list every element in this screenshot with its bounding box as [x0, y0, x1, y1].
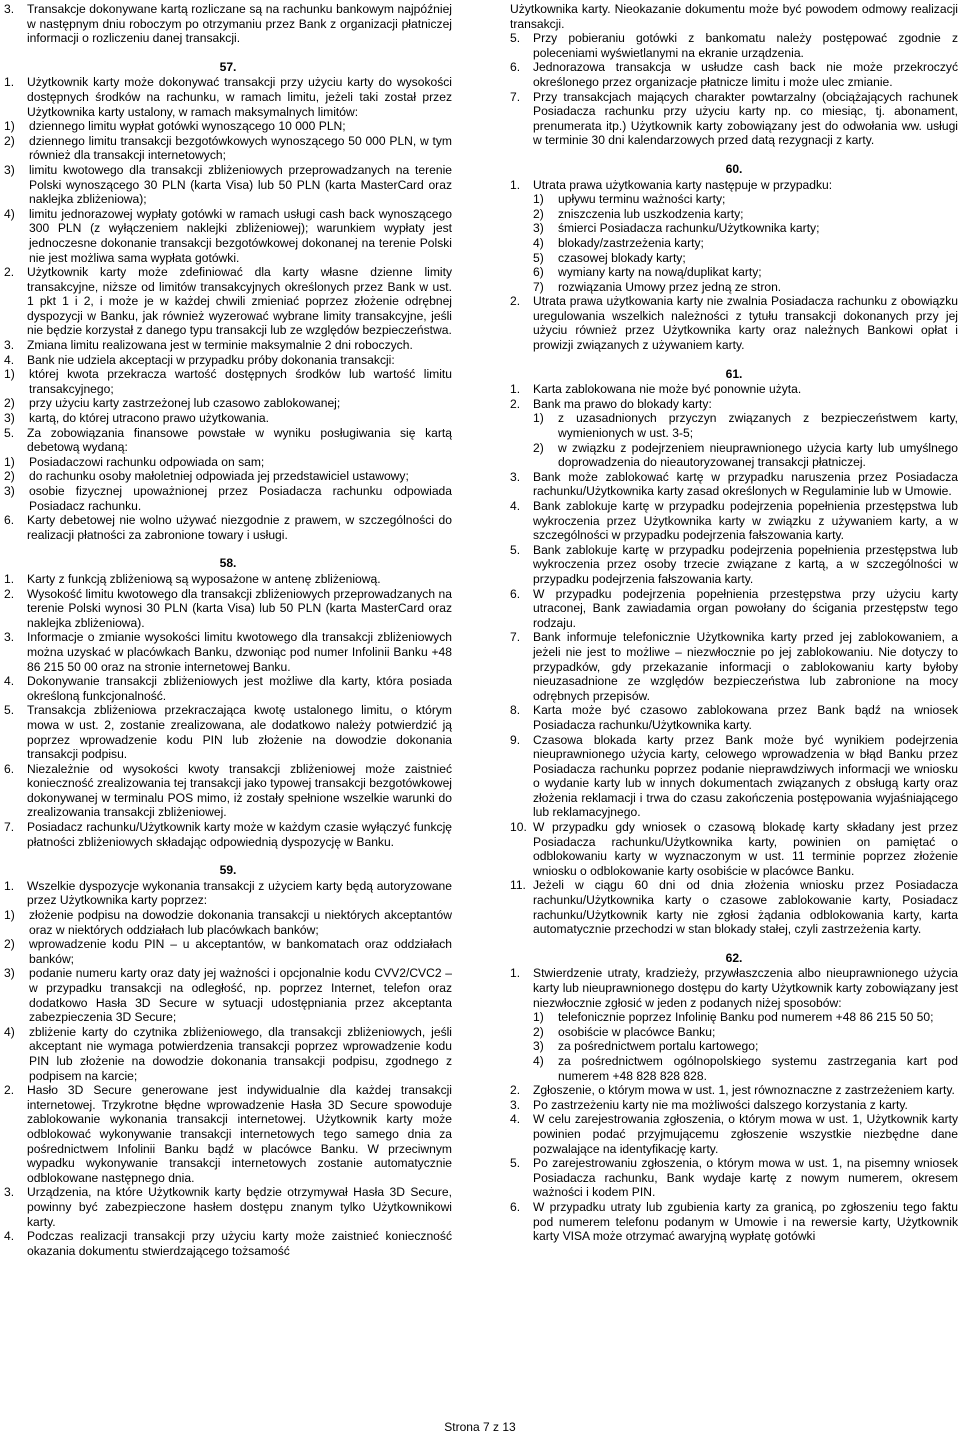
paragraph-text: Bank nie udziela akceptacji w przypadku próby dokonania transakcji: — [27, 352, 395, 367]
paragraph-number: 3. — [510, 1097, 521, 1112]
list-subitem — [510, 441, 958, 470]
list-subitem — [510, 236, 958, 251]
numbered-paragraph — [4, 75, 452, 119]
list-subitem — [510, 265, 958, 280]
subitem-number: 4) — [533, 1053, 544, 1068]
paragraph-text: Transakcja zbliżeniowa przekraczająca kwotę ustalonego limitu, o którym mowa w ust. 2, zostanie zrealizowana, ale dodatkowo należy potwierdzić ją poprzez wprowadzenie kodu PIN lub złożenie na dowodzie dokonania transakcji podpisu. — [27, 703, 452, 762]
numbered-paragraph — [4, 1229, 452, 1258]
list-subitem — [510, 207, 958, 222]
paragraph-text: Dokonywanie transakcji zbliżeniowych jest możliwe dla karty, która posiada określoną funkcjonalność. — [27, 674, 452, 703]
numbered-paragraph — [510, 703, 958, 732]
subitem-text: osobiście w placówce Banku; — [558, 1024, 716, 1039]
list-subitem — [4, 134, 452, 163]
list-subitem — [510, 1054, 958, 1083]
paragraph-text: Karta zablokowana nie może być ponownie użyta. — [533, 382, 802, 397]
subitem-text: złożenie podpisu na dowodzie dokonania transakcji u niektórych akceptantów oraz w niektórych oddziałach lub placówkach banków; — [29, 908, 452, 937]
paragraph-text: W przypadku gdy wniosek o czasową blokadę karty składany jest przez Posiadacza rachunku/Użytkownika karty, powinien on pamiętać o odblokowaniu karty w wyznaczonym w ust. 11 terminie poprzez złożenie wniosku o odblokowanie karty osobiście w placówce Banku. — [533, 820, 958, 878]
paragraph-number: 3. — [4, 2, 15, 16]
paragraph-number: 5. — [510, 1156, 521, 1171]
subitem-text: blokady/zastrzeżenia karty; — [558, 235, 704, 250]
paragraph-number: 6. — [4, 513, 15, 528]
numbered-paragraph — [510, 31, 958, 60]
numbered-paragraph — [4, 1083, 452, 1185]
numbered-paragraph — [510, 499, 958, 543]
numbered-paragraph — [4, 2, 452, 46]
subitem-number: 4) — [4, 206, 15, 221]
numbered-paragraph — [510, 543, 958, 587]
subitem-number: 1) — [4, 119, 15, 134]
paragraph-text: W przypadku utraty lub zgubienia karty za granicą, po zgłoszeniu tego faktu pod numerem telefonu podanym w Umowie i na rewersie karty, Użytkownik karty VISA może otrzymać awaryjną wypłatę gotówki — [533, 1199, 958, 1244]
paragraph-number: 1. — [4, 571, 15, 586]
list-subitem — [510, 1039, 958, 1054]
paragraph-number: 5. — [4, 703, 15, 718]
paragraph-text: Karta może być czasowo zablokowana przez Bank bądź na wniosek Posiadacza rachunku/Użytkownika karty. — [533, 703, 958, 732]
paragraph-number: 2. — [510, 396, 521, 411]
list-subitem — [4, 411, 452, 426]
paragraph-text: Utrata prawa użytkowania karty następuje w przypadku: — [533, 177, 833, 192]
numbered-paragraph — [4, 879, 452, 908]
numbered-paragraph — [510, 820, 958, 878]
subitem-number: 2) — [4, 937, 15, 952]
paragraph-number: 6. — [510, 586, 521, 601]
paragraph-text: Karty debetowej nie wolno używać niezgodnie z prawem, w szczególności do realizacji płatności za zabronione towary i usługi. — [27, 513, 452, 542]
subitem-text: w związku z podejrzeniem nieuprawnionego użycia karty lub umyślnego doprowadzenia do nieautoryzowanej transakcji płatniczej. — [558, 440, 958, 470]
subitem-text: kartą, do której utracono prawo użytkowania. — [29, 411, 269, 426]
paragraph-text: Użytkownik karty może zdefiniować dla karty własne dzienne limity transakcyjne, niższe od limitów transakcyjnych określonych przez Bank w ust. 1 pkt 1 i 2, i może je w każdej chwili zmieniać poprzez złożenie odrębnej dyspozycji w Banku, jak również wyzerować wybrane limity transakcyjne, jeśli nie będzie korzystał z danego typu transakcji lub ze względów bezpieczeństwa. — [27, 265, 452, 338]
paragraph-text: Karty z funkcją zbliżeniową są wyposażone w antenę zbliżeniową. — [27, 571, 381, 586]
numbered-paragraph — [510, 90, 958, 148]
subitem-text: zniszczenia lub uszkodzenia karty; — [558, 206, 744, 221]
list-subitem — [510, 411, 958, 440]
subitem-number: 1) — [533, 1010, 544, 1025]
paragraph-text: Po zastrzeżeniu karty nie ma możliwości dalszego korzystania z karty. — [533, 1097, 908, 1112]
paragraph-number: 3. — [510, 469, 521, 484]
subitem-text: telefonicznie poprzez Infolinię Banku pod numerem +48 86 215 50 50; — [558, 1010, 934, 1025]
paragraph-text: Posiadacz rachunku/Użytkownik karty może w każdym czasie wyłączyć funkcję płatności zbliżeniowych składając odpowiednią dyspozycję w Banku. — [27, 820, 452, 849]
list-subitem — [4, 207, 452, 265]
paragraph-number: 1. — [4, 878, 15, 893]
list-subitem — [510, 1010, 958, 1025]
paragraph-text: Przy transakcjach mających charakter powtarzalny (obciążających rachunek Posiadacza rachunku przy użyciu karty np. co miesiąc, tj. abonament, prenumerata itp.) Użytkownik karty zobowiązany jest do odwołania ww. usługi w terminie 30 dni kalendarzowych przed datą rezygnacji z karty. — [533, 89, 958, 148]
paragraph-text: Bank informuje telefonicznie Użytkownika karty przed jej zablokowaniem, a jeżeli nie jest to możliwe – niezwłocznie po jej zablokowaniu. Nie dotyczy to przypadków, gdy przekazanie informacji o zablokowaniu karty byłoby nieuzasadnione ze względów bezpieczeństwa lub zabronione na mocy odrębnych przepisów. — [533, 630, 958, 703]
paragraph-number: 1. — [510, 966, 521, 981]
numbered-paragraph — [510, 397, 958, 412]
paragraph-text: Bank ma prawo do blokady karty: — [533, 396, 712, 411]
paragraph-text: Hasło 3D Secure generowane jest indywidualnie dla każdej transakcji internetowej. Trzykrotne błędne wprowadzenie Hasła 3D Secure spowoduje zablokowanie wykonania transakcji internetowej. Użytkownik karty może odblokować wykonywanie transakcji internetowych tego samego dnia za pośrednictwem Infolinii Banku bądź w placówce Banku. W przeciwnym wypadku wykonywanie transakcji internetowych zostanie automatycznie odblokowane następnego dnia. — [27, 1083, 452, 1185]
subitem-text: z uzasadnionych przyczyn związanych z bezpieczeństwem karty, wymienionych w ust. 3-5; — [558, 411, 958, 441]
paragraph-number: 4. — [4, 1229, 15, 1244]
paragraph-number: 4. — [4, 352, 15, 367]
section-heading: 57. — [219, 59, 237, 74]
paragraph-number: 1. — [510, 382, 521, 397]
numbered-paragraph — [4, 762, 452, 820]
numbered-paragraph — [4, 513, 452, 542]
subitem-number: 3) — [4, 411, 15, 426]
section-heading: 58. — [219, 556, 237, 571]
subitem-text: śmierci Posiadacza rachunku/Użytkownika karty; — [558, 221, 820, 236]
numbered-paragraph — [510, 1083, 958, 1098]
subitem-number: 5) — [533, 250, 544, 265]
subitem-number: 3) — [4, 162, 15, 177]
subitem-text: limitu kwotowego dla transakcji zbliżeniowych przeprowadzanych na terenie Polski wynoszącego 30 PLN (karta Visa) lub 50 PLN (karta MasterCard oraz naklejka zbliżeniowa); — [29, 162, 452, 207]
subitem-number: 6) — [533, 265, 544, 280]
subitem-number: 2) — [4, 469, 15, 484]
subitem-number: 1) — [4, 454, 15, 469]
list-subitem — [4, 396, 452, 411]
list-subitem — [4, 484, 452, 513]
subitem-number: 1) — [533, 411, 544, 426]
list-subitem — [4, 966, 452, 1024]
paragraph-number: 6. — [510, 60, 521, 75]
paragraph-continuation: Użytkownika karty. Nieokazanie dokumentu może być powodem odmowy realizacji transakcji. — [510, 2, 958, 31]
numbered-paragraph — [510, 878, 958, 936]
paragraph-text: Zgłoszenie, o którym mowa w ust. 1, jest równoznaczne z zastrzeżeniem karty. — [533, 1083, 955, 1098]
paragraph-number: 3. — [4, 338, 15, 353]
subitem-text: dziennego limitu transakcji bezgotówkowych wynoszącego 50 000 PLN, w tym również dla transakcji internetowych; — [29, 133, 452, 163]
list-subitem — [510, 192, 958, 207]
subitem-number: 3) — [4, 484, 15, 498]
paragraph-text: W przypadku podejrzenia popełnienia przestępstwa przy użyciu karty utraconej, Bank zawiadamia organ powołany do ścigania przestępstw tego rodzaju. — [533, 586, 958, 630]
paragraph-number: 5. — [510, 542, 521, 557]
numbered-paragraph — [4, 703, 452, 761]
section-heading: 59. — [219, 863, 237, 878]
subitem-text: podanie numeru karty oraz daty jej ważności i opcjonalnie kodu CVV2/CVC2 – w przypadku transakcji na odległość, np. poprzez Internet, telefon oraz dodatkowo Hasła 3D Secure w sytuacji udostępniania przez akceptanta zabezpieczenia 3D Secure; — [29, 966, 452, 1025]
subitem-number: 2) — [4, 133, 15, 148]
paragraph-text: Urządzenia, na które Użytkownik karty będzie otrzymywał Hasła 3D Secure, powinny być zabezpieczone hasłem dostępu znanym tylko Użytkownikowi karty. — [27, 1185, 452, 1229]
paragraph-number: 1. — [4, 75, 15, 90]
section-heading: 62. — [725, 950, 743, 965]
numbered-paragraph — [4, 630, 452, 674]
paragraph-text: Bank zablokuje kartę w przypadku podejrzenia popełnienia przestępstwa lub wykroczenia przez Użytkownika karty w związku z używaniem karty, a w szczególności w przypadku podejrzenia fałszowania karty. — [533, 499, 958, 543]
section-heading: 61. — [725, 366, 743, 381]
page-footer: Strona 7 z 13 — [444, 1420, 516, 1434]
numbered-paragraph — [4, 572, 452, 587]
numbered-paragraph — [510, 178, 958, 193]
paragraph-number: 1. — [510, 177, 521, 192]
numbered-paragraph — [4, 353, 452, 368]
paragraph-text: Jednorazowa transakcja w usłudze cash back nie może przekroczyć określonego przez organizacje płatnicze limitu i może ulec zmianie. — [533, 60, 958, 89]
paragraph-text: Użytkownik karty może dokonywać transakcji przy użyciu karty do wysokości dostępnych środków na rachunku, w ramach limitu, jeżeli taki został przez Użytkownika karty ustalony, w ramach maksymalnych limitów: — [27, 75, 452, 119]
paragraph-text: Bank zablokuje kartę w przypadku podejrzenia popełnienia przestępstwa lub wykroczenia przez osoby trzecie związane z kartą, a w szczególności w przypadku podejrzenia fałszowania karty. — [533, 542, 958, 586]
numbered-paragraph — [510, 1098, 958, 1113]
subitem-number: 7) — [533, 279, 544, 294]
numbered-paragraph — [510, 1200, 958, 1244]
paragraph-number: 4. — [4, 674, 15, 689]
subitem-text: za pośrednictwem ogólnopolskiego systemu zastrzegania kart pod numerem +48 828 828 828. — [558, 1053, 958, 1083]
subitem-number: 2) — [4, 396, 15, 411]
paragraph-number: 7. — [4, 820, 15, 835]
paragraph-text: Stwierdzenie utraty, kradzieży, przywłaszczenia albo nieuprawnionego użycia karty lub nieuprawnionego dostępu do karty Użytkownik karty zobowiązany jest niezwłocznie zgłosić w jeden z podanych niżej sposobów: — [533, 966, 958, 1010]
paragraph-number: 2. — [510, 1083, 521, 1098]
paragraph-text: Czasowa blokada karty przez Bank może być wynikiem podejrzenia nieuprawnionego użycia karty, celowego wprowadzenia w błąd Banku przez Posiadacza rachunku poprzez podanie nieprawdziwych informacji we wniosku o wydanie karty lub w innych dokumentach związanych z obsługą karty oraz złożenia reklamacji i trwa do czasu zakończenia postępowania wyjaśniającego lub reklamacyjnego. — [533, 732, 958, 820]
paragraph-number: 10. — [510, 820, 527, 835]
subitem-number: 3) — [4, 966, 15, 981]
numbered-paragraph — [510, 630, 958, 703]
subitem-number: 1) — [533, 192, 544, 207]
subitem-text: do rachunku osoby małoletniej odpowiada jej przedstawiciel ustawowy; — [29, 469, 409, 484]
subitem-number: 4) — [533, 235, 544, 250]
subitem-text: osobie fizycznej upoważnionej przez Posiadacza rachunku odpowiada Posiadacz rachunku. — [29, 484, 452, 513]
paragraph-text: Podczas realizacji transakcji przy użyciu karty może zaistnieć konieczność okazania dokumentu stwierdzającego tożsamość — [27, 1229, 452, 1258]
paragraph-text: Informacje o zmianie wysokości limitu kwotowego dla transakcji zbliżeniowych można uzyskać w placówkach Banku, dzwoniąc pod numer Infolinii Banku +48 86 215 50 00 oraz na stronie internetowej Banku. — [27, 630, 452, 674]
numbered-paragraph — [510, 1112, 958, 1156]
paragraph-number: 2. — [510, 294, 521, 309]
paragraph-number: 4. — [510, 1112, 521, 1127]
paragraph-text: W celu zarejestrowania zgłoszenia, o którym mowa w ust. 1, Użytkownik karty powinien podać przyjmującemu zgłoszenie wszystkie niezbędne dane pozwalające na identyfikację karty. — [533, 1112, 958, 1156]
subitem-text: której kwota przekracza wartość dostępnych środków lub wartość limitu transakcyjnego; — [29, 367, 452, 396]
numbered-paragraph — [510, 966, 958, 1010]
list-subitem — [4, 469, 452, 484]
numbered-paragraph — [510, 60, 958, 89]
list-subitem — [4, 163, 452, 207]
list-subitem — [4, 1025, 452, 1083]
subitem-text: zbliżenie karty do czytnika zbliżeniowego, dla transakcji zbliżeniowych, jeśli akceptant nie wymaga potwierdzenia transakcji poprzez wprowadzenie kodu PIN lub złożenie na dowodzie dokonania transakcji podpisu, zgodnego z podpisem na karcie; — [29, 1024, 452, 1083]
numbered-paragraph — [510, 587, 958, 631]
subitem-number: 4) — [4, 1024, 15, 1039]
paragraph-text: Jeżeli w ciągu 60 dni od dnia złożenia wniosku przez Posiadacza rachunku/Użytkownika karty o czasowe zablokowanie karty, Posiadacz rachunku/Użytkownik karty nie zgłosi żądania odblokowania karty, karta automatycznie przechodzi w stan blokady stałej, czyli zastrzeżenia karty. — [533, 878, 958, 937]
list-subitem — [4, 937, 452, 966]
numbered-paragraph — [510, 294, 958, 352]
numbered-paragraph — [510, 1156, 958, 1200]
list-subitem — [510, 221, 958, 236]
paragraph-number: 2. — [4, 586, 15, 601]
paragraph-text: Za zobowiązania finansowe powstałe w wyniku posługiwania się kartą debetową wydaną: — [27, 425, 452, 455]
paragraph-text: Wszelkie dyspozycje wykonania transakcji z użyciem karty będą autoryzowane przez Użytkownika karty poprzez: — [27, 878, 452, 908]
subitem-text: za pośrednictwem portalu kartowego; — [558, 1039, 759, 1054]
paragraph-text: Przy pobieraniu gotówki z bankomatu należy postępować zgodnie z poleceniami wyświetlanymi na ekranie urządzenia. — [533, 31, 958, 60]
paragraph-number: 6. — [510, 1199, 521, 1214]
paragraph-number: 3. — [4, 630, 15, 645]
numbered-paragraph — [4, 587, 452, 631]
paragraph-text: Zmiana limitu realizowana jest w terminie maksymalnie 2 dni roboczych. — [27, 338, 413, 353]
subitem-number: 2) — [533, 206, 544, 221]
subitem-number: 3) — [533, 1039, 544, 1054]
paragraph-text: Utrata prawa użytkowania karty nie zwalnia Posiadacza rachunku z obowiązku uregulowania wszelkich należności z tytułu transakcji dokonanych przy jej użyciu również przez Użytkownika karty oraz należnych Bankowi opłat i prowizji związanych z używaniem karty. — [533, 294, 958, 353]
paragraph-number: 4. — [510, 499, 521, 513]
numbered-paragraph — [4, 674, 452, 703]
subitem-number: 3) — [533, 221, 544, 236]
paragraph-number: 6. — [4, 761, 15, 776]
numbered-paragraph — [510, 470, 958, 499]
list-subitem — [510, 251, 958, 266]
subitem-text: dziennego limitu wypłat gotówki wynoszącego 10 000 PLN; — [29, 119, 346, 134]
list-subitem — [4, 908, 452, 937]
paragraph-number: 5. — [510, 31, 521, 46]
numbered-paragraph — [4, 820, 452, 849]
paragraph-text: Niezależnie od wysokości kwoty transakcji zbliżeniowej może zaistnieć konieczność zrealizowania tej transakcji jako typowej transakcji bezgotówkowej dokonywanej w terminalu POS mimo, iż zostały spełnione wszelkie warunki do zrealizowania transakcji zbliżeniowej. — [27, 761, 452, 820]
subitem-text: wprowadzenie kodu PIN – u akceptantów, w bankomatach oraz oddziałach banków; — [29, 937, 452, 966]
subitem-text: limitu jednorazowej wypłaty gotówki w ramach usługi cash back wynoszącego 300 PLN (z wyłączeniem naklejki zbliżeniowej); warunkiem wypłaty jest jednoczesne dokonanie transakcji bezgotówkowej dokonanej na terenie Polski nie jest możliwa sama wypłata gotówki. — [29, 206, 452, 265]
paragraph-text: Po zarejestrowaniu zgłoszenia, o którym mowa w ust. 1, na pisemny wniosek Posiadacza rachunku, Bank wydaje kartę z nowym numerem, okresem ważności i kodem PIN. — [533, 1156, 958, 1200]
subitem-text: przy użyciu karty zastrzeżonej lub czasowo zablokowanej; — [29, 396, 341, 411]
paragraph-number: 7. — [510, 630, 521, 645]
list-subitem — [4, 367, 452, 396]
paragraph-text: Bank może zablokować kartę w przypadku naruszenia przez Posiadacza rachunku/Użytkownika karty zasad określonych w Regulaminie lub w Umowie. — [533, 469, 958, 499]
paragraph-number: 5. — [4, 425, 15, 440]
paragraph-number: 2. — [4, 265, 15, 280]
numbered-paragraph — [4, 1185, 452, 1229]
numbered-paragraph — [4, 265, 452, 338]
subitem-text: rozwiązania Umowy przez jedną ze stron. — [558, 279, 782, 294]
numbered-paragraph — [510, 733, 958, 821]
subitem-number: 2) — [533, 440, 544, 455]
section-heading: 60. — [725, 161, 743, 176]
paragraph-number: 2. — [4, 1083, 15, 1098]
paragraph-number: 11. — [510, 878, 526, 893]
numbered-paragraph — [4, 426, 452, 455]
paragraph-number: 7. — [510, 89, 521, 104]
numbered-paragraph — [510, 382, 958, 397]
paragraph-number: 8. — [510, 703, 521, 718]
paragraph-number: 3. — [4, 1185, 15, 1200]
subitem-text: wymiany karty na nową/duplikat karty; — [558, 265, 762, 280]
left-column — [4, 2, 452, 1258]
paragraph-text: Transakcje dokonywane kartą rozliczane są na rachunku bankowym najpóźniej w następnym dniu roboczym po otrzymaniu przez Bank z organizacji płatniczej informacji o rozliczeniu danej transakcji. — [27, 2, 452, 46]
right-column — [510, 2, 958, 1244]
subitem-number: 1) — [4, 367, 15, 382]
list-subitem — [510, 1025, 958, 1040]
paragraph-number: 9. — [510, 732, 521, 747]
subitem-text: czasowej blokady karty; — [558, 250, 686, 265]
subitem-text: upływu terminu ważności karty; — [558, 192, 726, 207]
subitem-number: 2) — [533, 1024, 544, 1039]
subitem-number: 1) — [4, 908, 15, 923]
subitem-text: Posiadaczowi rachunku odpowiada on sam; — [29, 454, 265, 469]
paragraph-text: Wysokość limitu kwotowego dla transakcji zbliżeniowych przeprowadzanych na terenie Polski wynosi 30 PLN (karta Visa) lub 50 PLN (karta MasterCard oraz naklejka zbliżeniowa). — [27, 586, 452, 630]
list-subitem — [4, 119, 452, 134]
numbered-paragraph — [4, 338, 452, 353]
list-subitem — [4, 455, 452, 470]
list-subitem — [510, 280, 958, 295]
